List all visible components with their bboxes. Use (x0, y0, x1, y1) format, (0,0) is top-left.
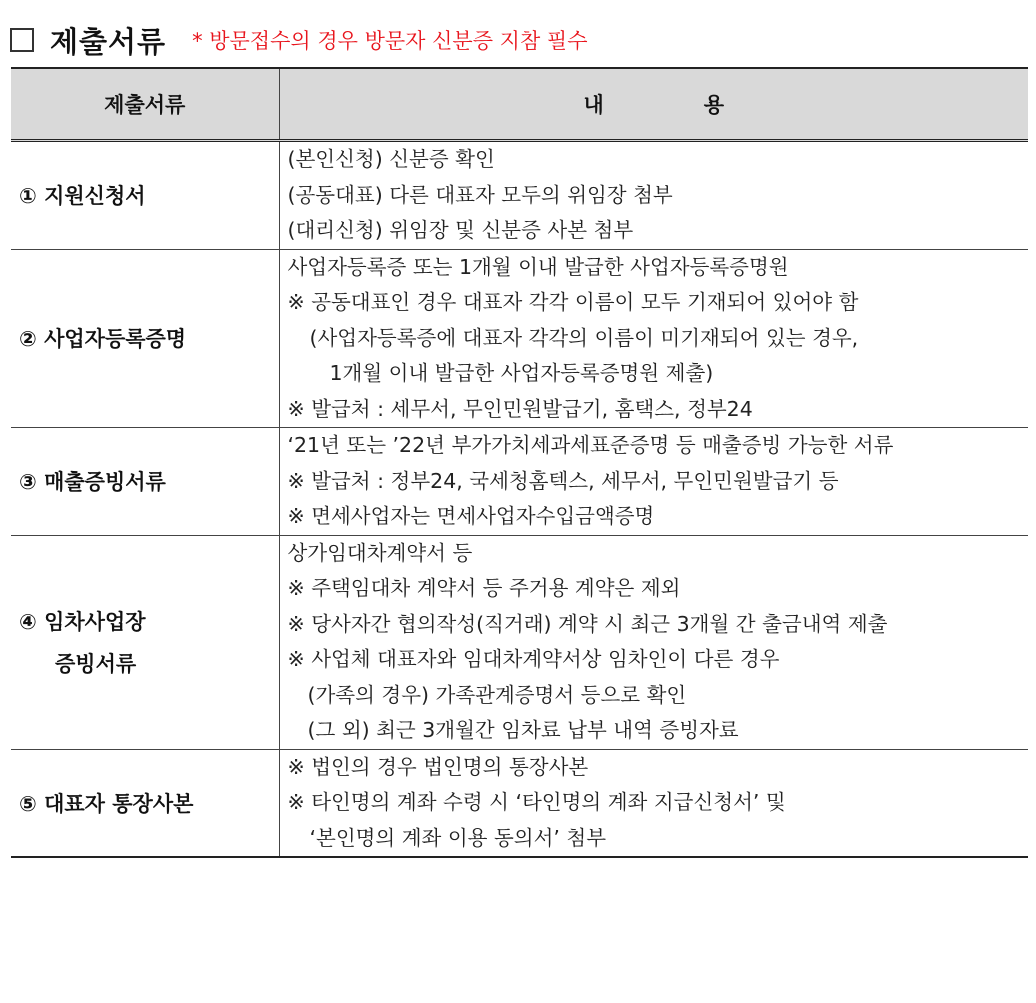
content-line: 1개월 이내 발급한 사업자등록증명원 제출) (329, 361, 714, 385)
content-line: ※ 타인명의 계좌 수령 시 ‘타인명의 계좌 지급신청서’ 및 (287, 790, 786, 814)
content-line: (그 외) 최근 3개월간 임차료 납부 내역 증빙자료 (307, 718, 739, 742)
table-row (11, 249, 1028, 428)
content-line: (사업자등록증에 대표자 각각의 이름이 미기재되어 있는 경우, (309, 325, 859, 350)
row-label-line-1: ④ 임차사업장 (19, 610, 146, 634)
content-line: (가족의 경우) 가족관계증명서 등으로 확인 (307, 682, 687, 707)
row-label-sales-evidence: ③ 매출증빙서류 (11, 428, 279, 536)
content-line: (본인신청) 신분증 확인 (287, 147, 495, 171)
content-line: 상가임대차계약서 등 (287, 540, 473, 565)
visit-note: * 방문접수의 경우 방문자 신분증 지참 필수 (192, 29, 588, 53)
content-line: (대리신청) 위임장 및 신분증 사본 첨부 (287, 218, 634, 242)
row-content-sales-evidence (279, 428, 1028, 536)
row-label-business-registration: ② 사업자등록증명 (11, 249, 279, 428)
row-label-lease-evidence (11, 535, 279, 749)
content-line: ※ 공동대표인 경우 대표자 각각 이름이 모두 기재되어 있어야 함 (287, 290, 859, 314)
section-title: 제출서류 (50, 24, 167, 59)
row-label-bankbook-copy: ⑤ 대표자 통장사본 (11, 749, 279, 857)
content-line: ※ 발급처 : 정부24, 국세청홈텍스, 세무서, 무인민원발급기 등 (287, 468, 839, 493)
header-contents-char-2: 용 (703, 93, 725, 117)
content-line: ※ 당사자간 협의작성(직거래) 계약 시 최근 3개월 간 출금내역 제출 (287, 611, 888, 636)
row-content-application (279, 141, 1028, 250)
content-line: (공동대표) 다른 대표자 모두의 위임장 첨부 (287, 182, 673, 207)
content-line: 사업자등록증 또는 1개월 이내 발급한 사업자등록증명원 (287, 254, 789, 279)
row-content-business-registration (279, 249, 1028, 428)
row-content-lease-evidence (279, 535, 1028, 749)
required-documents-table (11, 67, 1028, 858)
content-line: ‘본인명의 계좌 이용 동의서’ 첨부 (309, 825, 607, 850)
content-line: ※ 발급처 : 세무서, 무인민원발급기, 홈택스, 정부24 (287, 396, 753, 421)
header-contents-char-1: 내 (583, 93, 604, 117)
table-row (11, 141, 1028, 250)
header-documents: 제출서류 (11, 68, 279, 141)
table-row (11, 749, 1028, 857)
row-label-line-2: 증빙서류 (55, 652, 137, 676)
content-line: ※ 사업체 대표자와 임대차계약서상 임차인이 다른 경우 (287, 647, 780, 671)
header-contents (279, 68, 1028, 141)
row-label-application: ① 지원신청서 (11, 141, 279, 250)
checkbox-square-icon (10, 28, 34, 52)
row-content-bankbook-copy (279, 749, 1028, 857)
table-row (11, 535, 1028, 749)
table-header-row (11, 68, 1028, 141)
content-line: ※ 면세사업자는 면세사업자수입금액증명 (287, 504, 655, 528)
content-line: ‘21년 또는 ’22년 부가가치세과세표준증명 등 매출증빙 가능한 서류 (287, 433, 894, 457)
content-line: ※ 법인의 경우 법인명의 통장사본 (287, 754, 589, 779)
table-row (11, 428, 1028, 536)
section-heading (10, 20, 587, 60)
content-line: ※ 주택임대차 계약서 등 주거용 계약은 제외 (287, 576, 681, 600)
